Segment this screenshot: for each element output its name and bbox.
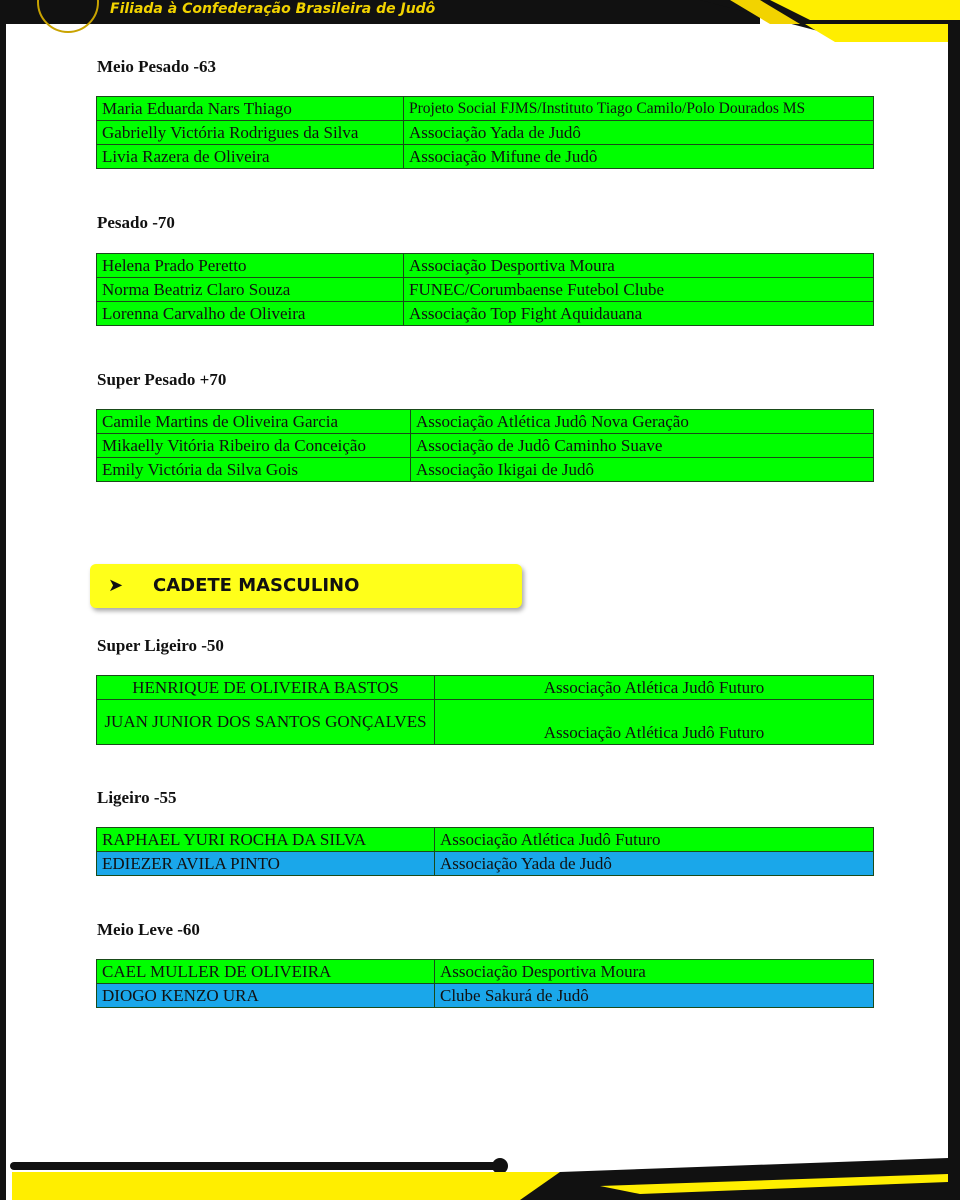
club-name: Associação Atlética Judô Nova Geração xyxy=(411,410,874,434)
roster-table xyxy=(96,827,874,876)
club-name: Associação Yada de Judô xyxy=(404,121,874,145)
club-name: Associação Atlética Judô Futuro xyxy=(435,700,874,745)
arrow-right-icon: ➤ xyxy=(108,575,124,596)
athlete-name: DIOGO KENZO URA xyxy=(97,984,435,1008)
roster-table xyxy=(96,959,874,1008)
category-title: Super Pesado +70 xyxy=(97,370,227,389)
roster-table xyxy=(96,96,874,169)
athlete-name: EDIEZER AVILA PINTO xyxy=(97,852,435,876)
table-row xyxy=(97,97,874,121)
athlete-name: RAPHAEL YURI ROCHA DA SILVA xyxy=(97,828,435,852)
roster-table xyxy=(96,253,874,326)
athlete-name: CAEL MULLER DE OLIVEIRA xyxy=(97,960,435,984)
athlete-name: Lorenna Carvalho de Oliveira xyxy=(97,302,404,326)
club-name: Associação de Judô Caminho Suave xyxy=(411,434,874,458)
table-row xyxy=(97,676,874,700)
page-header xyxy=(0,0,960,42)
page-frame-right xyxy=(948,0,960,1200)
club-name: FUNEC/Corumbaense Futebol Clube xyxy=(404,278,874,302)
table-row-highlighted xyxy=(97,852,874,876)
club-name: Clube Sakurá de Judô xyxy=(435,984,874,1008)
athlete-name: Camile Martins de Oliveira Garcia xyxy=(97,410,411,434)
club-name: Associação Ikigai de Judô xyxy=(411,458,874,482)
athlete-name: JUAN JUNIOR DOS SANTOS GONÇALVES xyxy=(97,700,435,745)
category-title: Super Ligeiro -50 xyxy=(97,636,224,655)
club-name: Associação Yada de Judô xyxy=(435,852,874,876)
category-title: Ligeiro -55 xyxy=(97,788,177,807)
footer-graphic xyxy=(0,1150,960,1200)
table-row xyxy=(97,960,874,984)
athlete-name: Gabrielly Victória Rodrigues da Silva xyxy=(97,121,404,145)
table-row xyxy=(97,410,874,434)
roster-table xyxy=(96,675,874,745)
table-row xyxy=(97,700,874,745)
section-banner xyxy=(90,564,522,608)
table-row xyxy=(97,434,874,458)
club-name: Projeto Social FJMS/Instituto Tiago Camilo/Polo Dourados MS xyxy=(404,97,874,121)
club-name: Associação Desportiva Moura xyxy=(435,960,874,984)
athlete-name: Livia Razera de Oliveira xyxy=(97,145,404,169)
page-frame-left xyxy=(0,0,6,1200)
category-title: Pesado -70 xyxy=(97,213,175,232)
banner-label: CADETE MASCULINO xyxy=(153,575,360,596)
club-name: Associação Desportiva Moura xyxy=(404,254,874,278)
athlete-name: Helena Prado Peretto xyxy=(97,254,404,278)
header-tagline: Filiada à Confederação Brasileira de Judô xyxy=(110,1,436,17)
athlete-name: HENRIQUE DE OLIVEIRA BASTOS xyxy=(97,676,435,700)
category-title: Meio Pesado -63 xyxy=(97,57,216,76)
table-row xyxy=(97,254,874,278)
table-row xyxy=(97,145,874,169)
athlete-name: Maria Eduarda Nars Thiago xyxy=(97,97,404,121)
athlete-name: Emily Victória da Silva Gois xyxy=(97,458,411,482)
athlete-name: Norma Beatriz Claro Souza xyxy=(97,278,404,302)
table-row xyxy=(97,278,874,302)
athlete-name: Mikaelly Vitória Ribeiro da Conceição xyxy=(97,434,411,458)
roster-table xyxy=(96,409,874,482)
club-name: Associação Atlética Judô Futuro xyxy=(435,676,874,700)
table-row xyxy=(97,828,874,852)
page-footer xyxy=(0,1150,960,1200)
category-title: Meio Leve -60 xyxy=(97,920,200,939)
table-row-highlighted xyxy=(97,984,874,1008)
club-name: Associação Top Fight Aquidauana xyxy=(404,302,874,326)
table-row xyxy=(97,121,874,145)
club-name: Associação Mifune de Judô xyxy=(404,145,874,169)
table-row xyxy=(97,458,874,482)
club-name: Associação Atlética Judô Futuro xyxy=(435,828,874,852)
table-row xyxy=(97,302,874,326)
